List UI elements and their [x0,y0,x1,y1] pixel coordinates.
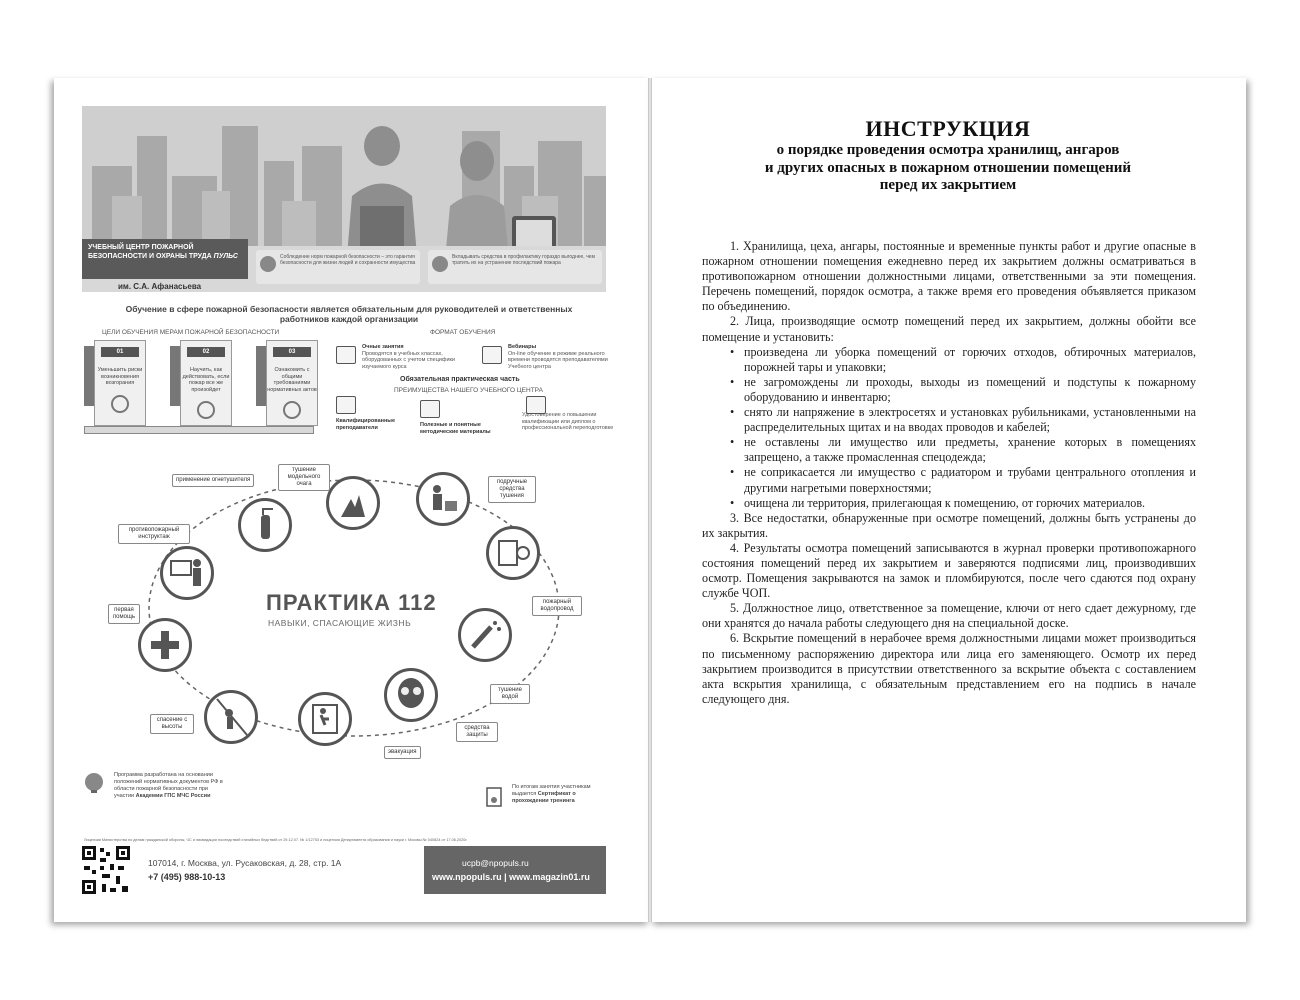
practice-label-improvised: подручные средства тушения [488,476,536,503]
advantages-heading: ПРЕИМУЩЕСТВА НАШЕГО УЧЕБНОГО ЦЕНТРА [394,387,543,394]
subtitle-line: перед их закрытием [879,177,1017,193]
footer-dark-bar [424,846,606,894]
banner-info-box-1: Соблюдение норм пожарной безопасности – это гарантия безопасности для жизни людей и сохранности имущества [256,250,420,284]
certificate-icon [484,786,504,808]
list-item: • очищена ли территория, прилегающая к помещению, от горючих материалов. [730,496,1196,511]
goal-text: Ознакомить с общими требованиями нормативных актов [267,367,317,393]
practice-label-water: тушение водой [490,684,530,704]
height-rescue-icon [204,690,258,744]
certificate-note: По итогам занятия участникам выдается Сертификат о прохождении тренинга [512,784,591,804]
water-hose-icon [458,608,512,662]
list-item: • снято ли напряжение в электросетях и установках рубильниками, установленными на распределительных щитах и на вводах проводов и кабелей; [730,405,1196,435]
practice-title: ПРАКТИКА 112 [266,590,437,615]
program-note: Программа разработана на основании положений нормативных документов РФ в области пожарной безопасности при участии Академии ГПС МЧС России [114,772,223,799]
address: 107014, г. Москва, ул. Русаковская, д. 28, стр. 1А [148,858,342,868]
practice-label-briefing: противопожарный инструктаж [118,524,190,544]
email: ucpb@npopuls.ru [462,858,529,868]
document-title: ИНСТРУКЦИЯ [865,116,1031,141]
extinguisher-icon [238,498,292,552]
lightbulb-icon [84,772,104,794]
banner-info-box-2: Вкладывать средства в профилактику гораздо выгоднее, чем тратить их на устранение последствий пожара [428,250,602,284]
format-in-person: Очные занятия Проводятся в учебных классах, оборудованных с учетом специфики изучаемого курса [362,344,456,370]
format-webinar: Вебинары On-line обучение в режиме реального времени проводятся преподавателями Учебного центра [508,344,608,370]
practice-label-model-fire: тушение модельного очага [278,464,330,491]
goal-number: 03 [273,347,311,357]
contacts-footer [82,846,606,898]
list-item: • не соприкасается ли имущество с радиатором и трубами центрального отопления и другими нагретыми поверхностями; [730,465,1196,495]
book-gutter [648,78,652,922]
practice-label-first-aid: первая помощь [108,604,140,624]
training-center-title: УЧЕБНЫЙ ЦЕНТР ПОЖАРНОЙ БЕЗОПАСНОСТИ И ОХРАНЫ ТРУДА ПУЛЬС [82,239,248,279]
paragraph-6: 6. Вскрытие помещений в нерабочее время должностными лицами может производиться по письменному распоряжению директора или лица его заменяющего. Осмотр их перед закрытием производится в присутствии ответственного за вскрытие объекта с составлением акта вскрытия хранилища, с обязательным представлением его на подпись в начале следующего дня. [702,631,1196,706]
improvised-means-icon [416,472,470,526]
paragraph-2: 2. Лица, производящие осмотр помещений перед их закрытием, должны обойти все помещение и установить: [702,314,1196,344]
subtitle-line: и других опасных в пожарном отношении помещений [764,159,1132,176]
goal-text: Научить, как действовать, если пожар все же произойдет [182,367,230,393]
first-aid-icon [138,618,192,672]
subtitle-line: о порядке проведения осмотра хранилищ, ангаров [776,142,1120,158]
fire-extinguishing-icon [326,476,380,530]
left-page [54,78,650,922]
center-name: им. С.А. Афанасьева [118,282,202,291]
advantage-2: Полезные и понятные методические материалы [420,422,491,435]
book-spread [54,78,1246,922]
paragraph-3: 3. Все недостатки, обнаруженные при осмотре помещений, должны быть устранены до их закрытия. [702,510,1196,540]
practice-subtitle: НАВЫКИ, СПАСАЮЩИЕ ЖИЗНЬ [268,618,412,628]
qr-code [82,846,130,894]
phone: +7 (495) 988-10-13 [148,872,226,882]
list-item: • не оставлены ли имущество или предметы, хранение которых в помещениях запрещено, а также промасленная спецодежда; [730,435,1196,465]
paragraph-4: 4. Результаты осмотра помещений записываются в журнал проверки противопожарного состояния помещений перед их закрытием и заверяются подписями лиц, производивших осмотр. Помещения закрываются на замок и пломбируются, после чего сдаются под охрану службе ЧОП. [702,540,1196,601]
goal-number: 02 [187,347,225,357]
license-text: Лицензия Министерства по делам гражданской обороны, ЧС и ликвидации последствий стихийных бедствий от 29.12.07. № 1/12753 и лицензия Департамента образования и науки г. Москвы № 040824 от 17.06.2020г. [84,838,468,842]
fire-hydrant-icon [486,526,540,580]
practice-label-extinguisher: применение огнетушителя [172,474,254,487]
paragraph-5: 5. Должностное лицо, ответственное за помещение, ключи от него сдает дежурному, где они хранятся до начала работы следующего дня на специальной доске. [702,601,1196,631]
paragraph-1: 1. Хранилища, цеха, ангары, постоянные и временные пункты работ и другие опасные в пожарном отношении помещения ежедневно перед их закрытием должны осматриваться в противопожарном отношении должностными лицами, ответственными за эти помещения. Перечень помещений, порядок осмотра, а также время его проведения объявляется приказом по объединению. [702,239,1196,314]
goals-heading: ЦЕЛИ ОБУЧЕНИЯ МЕРАМ ПОЖАРНОЙ БЕЗОПАСНОСТИ [102,329,280,336]
practice-label-height-rescue: спасение с высоты [150,714,194,734]
list-item: • произведена ли уборка помещений от горючих отходов, обтирочных материалов, порожней тары и упаковки; [730,345,1196,375]
goal-number: 01 [101,347,139,357]
practice-label-evacuation: эвакуация [384,746,421,759]
practice-label-water-pipe: пожарный водопровод [532,596,582,616]
practical-heading: Обязательная практическая часть [400,376,520,383]
goal-text: Уменьшить риски возникновения возгорания [97,367,143,386]
check-list [730,345,1196,511]
advantage-3: Удостоверение о повышении квалификации или диплом о профессиональной переподготовке [522,412,614,431]
list-item: • не загромождены ли проходы, выходы из помещений и подступы к пожарному оборудованию и инвентарю; [730,375,1196,405]
document-subtitle [650,142,1246,195]
evacuation-icon [298,692,352,746]
advantage-1: Квалифицированные преподаватели [336,418,396,431]
training-heading: Обучение в сфере пожарной безопасности является обязательным для руководителей и ответственных работников каждой организации [125,304,573,324]
briefing-icon [160,546,214,600]
format-heading: ФОРМАТ ОБУЧЕНИЯ [430,329,496,336]
right-page [650,78,1246,922]
websites: www.npopuls.ru | www.magazin01.ru [432,872,590,882]
gas-mask-icon [384,668,438,722]
document-body [702,239,1196,707]
practice-label-protection: средства защиты [456,722,498,742]
